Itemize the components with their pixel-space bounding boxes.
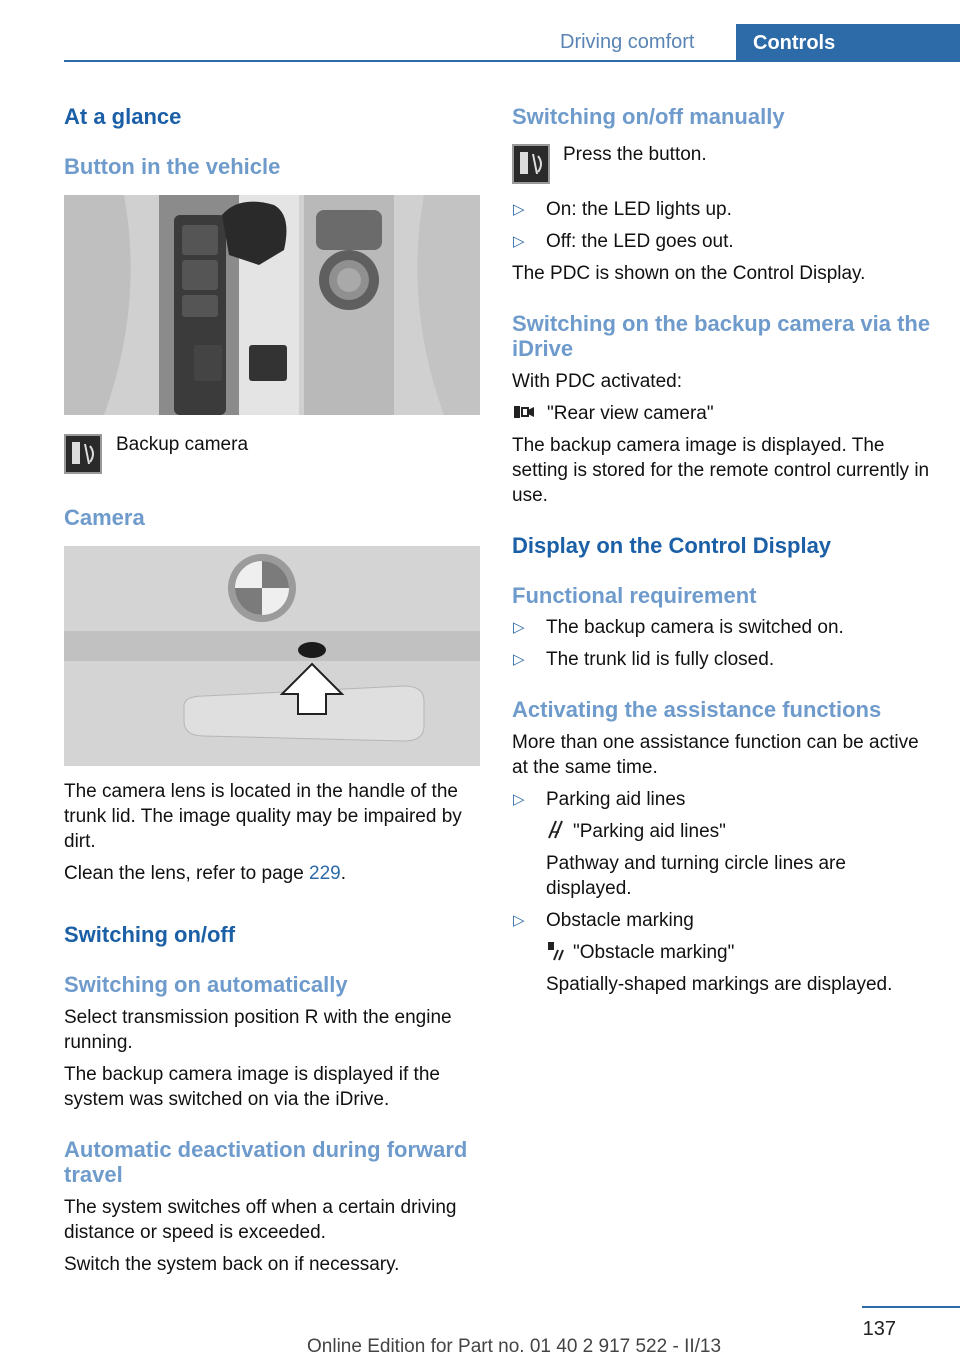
switch-back-on-text: Switch the system back on if necessary. (64, 1254, 400, 1275)
heading-display-control-display: Display on the Control Display (512, 533, 832, 558)
header-tab-controls: Controls (736, 24, 960, 62)
backup-camera-button-icon (64, 434, 102, 474)
with-pdc-text: With PDC activated: (512, 371, 682, 392)
off-led-item: Off: the LED goes out. (546, 231, 734, 252)
heading-switching-manually: Switching on/off manually (512, 104, 785, 129)
bullet-req1-icon: ▷ (513, 619, 525, 636)
obstacle-marking-item: Obstacle marking (546, 910, 694, 931)
clean-lens-text (64, 861, 346, 886)
footer-edition: Online Edition for Part no. 01 40 2 917 522 - II/13 (307, 1336, 722, 1357)
rear-view-camera-menu: "Rear view camera" (547, 403, 714, 424)
backup-camera-caption: Backup camera (116, 434, 249, 455)
obstacle-marking-text: Spatially-shaped markings are displayed. (546, 974, 893, 995)
center-console-illustration (64, 195, 480, 415)
heading-backup-camera-idrive: Switching on the backup camera via the (512, 311, 931, 336)
heading-backup-camera-idrive-line2: iDrive (512, 336, 574, 361)
clean-lens-page-link[interactable]: 229 (309, 863, 341, 884)
backup-camera-button-icon-2 (512, 144, 550, 184)
pdc-shown-text: The PDC is shown on the Control Display. (512, 263, 866, 284)
rear-view-camera-icon (512, 402, 538, 422)
trunk-lid-illustration (64, 546, 480, 766)
bullet-on-icon: ▷ (513, 201, 525, 218)
bullet-obstacle-icon: ▷ (513, 912, 525, 929)
trunk-lid-photo (64, 546, 480, 766)
deactivation-text: The system switches off when a certain driving distance or speed is exceeded. (64, 1197, 457, 1243)
clean-lens-end: . (340, 863, 347, 884)
bullet-off-icon: ▷ (513, 233, 525, 250)
auto-switch-text-2: The backup camera image is displayed if the system was switched on via the iDrive. (64, 1064, 440, 1110)
page-number: 137 (862, 1318, 896, 1340)
obstacle-marking-menu: "Obstacle marking" (573, 942, 735, 963)
heading-at-a-glance: At a glance (64, 104, 182, 129)
bullet-parking-icon: ▷ (513, 791, 525, 808)
parking-aid-lines-icon (546, 818, 566, 840)
requirement-camera-on: The backup camera is switched on. (546, 617, 844, 638)
parking-aid-lines-item: Parking aid lines (546, 789, 686, 810)
obstacle-marking-icon (546, 940, 566, 962)
clean-lens-label: Clean the lens, refer to page (64, 863, 310, 884)
header-section-title: Driving comfort (560, 31, 695, 53)
heading-automatic-deactivation: Automatic deactivation during forward (64, 1137, 468, 1162)
parking-aid-lines-text: Pathway and turning circle lines are displayed. (546, 853, 846, 899)
footer-rule (862, 1306, 960, 1308)
camera-displayed-text: The backup camera image is displayed. The setting is stored for the remote control currently in use. (512, 435, 930, 506)
heading-switching-on-automatically: Switching on automatically (64, 972, 348, 997)
auto-switch-text: Select transmission position R with the engine running. (64, 1007, 452, 1053)
requirement-trunk-closed: The trunk lid is fully closed. (546, 649, 775, 670)
center-console-photo (64, 195, 480, 415)
header-rule (64, 60, 960, 62)
on-led-item: On: the LED lights up. (546, 199, 732, 220)
heading-button-in-vehicle: Button in the vehicle (64, 154, 281, 179)
assistance-text: More than one assistance function can be active at the same time. (512, 732, 919, 778)
parking-aid-lines-menu: "Parking aid lines" (573, 821, 726, 842)
camera-location-text: The camera lens is located in the handle of the trunk lid. The image quality may be impaired by dirt. (64, 781, 462, 852)
press-button-text: Press the button. (563, 144, 707, 165)
bullet-req2-icon: ▷ (513, 651, 525, 668)
heading-automatic-deactivation-line2: travel (64, 1162, 123, 1187)
heading-switching-on-off: Switching on/off (64, 922, 236, 947)
heading-functional-requirement: Functional requirement (512, 583, 757, 608)
heading-activating-assistance: Activating the assistance functions (512, 697, 882, 722)
heading-camera: Camera (64, 505, 145, 530)
